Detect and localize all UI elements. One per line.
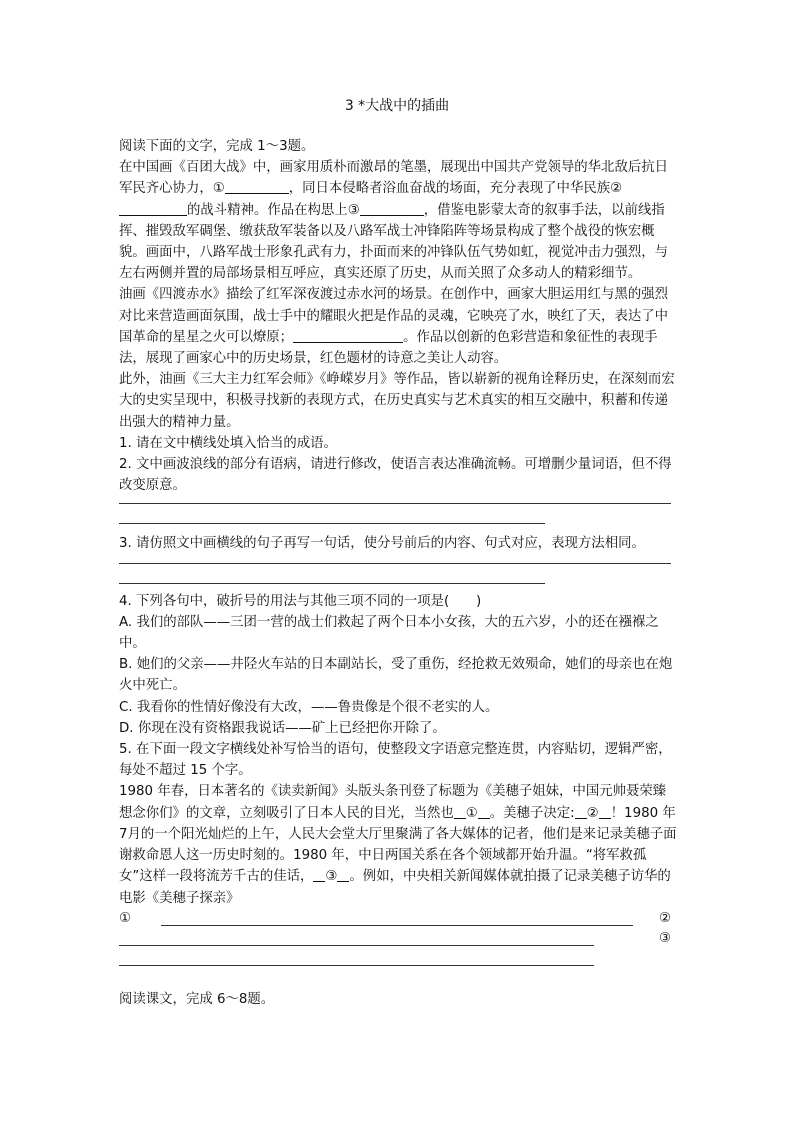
- answer-line-1[interactable]: [161, 925, 633, 926]
- passage-text: 在中国画《百团大战》中，画家用质朴而激昂的笔墨，展现出中国共产党领导的华北敌后抗日军民齐心协力，: [119, 160, 669, 197]
- question-5: 5. 在下面一段文字横线处补写恰当的语句，使整段文字语意完整连贯，内容贴切，逻辑严密，每处不超过 15 个字。: [119, 742, 672, 779]
- answer-mark-3: ③: [659, 931, 672, 946]
- passage-paragraph-1: [119, 157, 679, 284]
- option-b[interactable]: B. 她们的父亲——井陉火车站的日本副站长，受了重伤，经抢救无效殒命，她们的母亲也在炮火中死亡。: [119, 657, 673, 694]
- blank-marker-q5-3: ③: [325, 869, 338, 885]
- passage-text: 。美穗子决定:: [489, 805, 575, 821]
- question-3: 3. 请仿照文中画横线的句子再写一句话，使分号前后的内容、句式对应，表现方法相同。: [119, 536, 645, 552]
- answer-line-2[interactable]: [119, 945, 594, 946]
- fill-blank-q5-1[interactable]: [478, 804, 490, 819]
- fill-blank-q5-3[interactable]: [337, 867, 349, 882]
- option-d[interactable]: D. 你现在没有资格跟我说话——矿上已经把你开除了。: [119, 720, 446, 736]
- blank-marker-3: ③: [347, 202, 360, 218]
- passage-text: 1980 年春，日本著名的《读卖新闻》头版头条刊登了标题为《美穗子姐妹，中国元帅聂荣臻想念你们》的文章，立刻吸引了日本人民的目光，当然也: [119, 784, 667, 821]
- passage-text: ，借鉴电影蒙太奇的叙事手法，以前线指挥、摧毁敌军碉堡、缴获敌军装备以及八路军战士冲锋陷阵等场景构成了整个战役的恢宏概貌。画面中，八路军战士形象孔武有力，扑面而来的冲锋队伍气势如虹，视觉冲击力强烈，与左右两侧并置的局部场景相互呼应，真实还原了历史，从而关照了众多动人的精彩细节。: [119, 202, 669, 282]
- question-1: 1. 请在文中横线处填入恰当的成语。: [119, 435, 337, 451]
- fill-blank-3[interactable]: [360, 201, 424, 216]
- answer-mark-1: ①: [119, 911, 132, 926]
- fill-blank-q5-pre1[interactable]: [454, 804, 466, 819]
- document-body: [119, 136, 679, 909]
- passage-text: ！1980 年 7月的一个阳光灿烂的上午，人民大会堂大厅里聚满了各大媒体的记者，他们是来记录美穗子面谢救命恩人这一历史时刻的。1980 年，中日两国关系在各个领域都开始升温。“将军救孤女”这样一段将流芳千古的佳话，: [119, 805, 677, 885]
- blank-marker-q5-2: ②: [586, 805, 599, 821]
- fill-blank-q5-pre2[interactable]: [575, 804, 587, 819]
- blank-marker-2: ②: [610, 181, 623, 197]
- q5-passage: [119, 781, 679, 908]
- passage-text: 的战斗精神。作品在构思上: [187, 202, 348, 218]
- passage-text: 。作品以创新的色彩营造和象征性的表现手法，展现了画家心中的历史场景，红色题材的诗意之美让人动容。: [119, 329, 658, 367]
- fill-blank-2[interactable]: [119, 201, 187, 216]
- option-a[interactable]: A. 我们的部队——三团一营的战士们救起了两个日本小女孩，大的五六岁，小的还在襁褓之中。: [119, 614, 659, 652]
- answer-mark-2: ②: [659, 911, 672, 926]
- blank-marker-q5-1: ①: [465, 805, 478, 821]
- next-section-instruction: 阅读课文，完成 6～8题。: [119, 992, 275, 1007]
- blank-marker-1: ①: [212, 181, 225, 197]
- fill-blank-imitation[interactable]: [293, 328, 403, 343]
- page-title: 3 *大战中的插曲: [344, 98, 450, 114]
- question-4: 4. 下列各句中，破折号的用法与其他三项不同的一项是( ): [119, 593, 482, 609]
- passage-paragraph-2: [119, 284, 679, 369]
- reading-instruction: 阅读下面的文字，完成 1～3题。: [119, 139, 315, 154]
- passage-text: 油画《四渡赤水》描绘了红军深夜渡过赤水河的场景。在创作中，画家大胆运用红与黑的强烈对比来营造画面氛围，战士手中的耀眼火把是作品的灵魂，它映亮了水，映红了天，表达了中国革命的星星之火可以燎原；: [119, 287, 669, 345]
- fill-blank-q5-pre3[interactable]: [313, 867, 325, 882]
- passage-text: 。例如，中央相关新闻媒体就拍摄了记录美穗子访华的电影《美穗子探亲》: [119, 869, 671, 906]
- option-c[interactable]: C. 我看你的性情好像没有大改，——鲁贵像是个很不老实的人。: [119, 699, 499, 715]
- question-2: 2. 文中画波浪线的部分有语病，请进行修改，使语言表达准确流畅。可增删少量词语，但不得改变原意。: [119, 457, 672, 494]
- passage-text: ，同日本侵略者浴血奋战的场面，充分表现了中华民族: [288, 181, 611, 197]
- fill-blank-q5-2[interactable]: [599, 804, 611, 819]
- fill-blank-1[interactable]: [225, 179, 289, 194]
- passage-paragraph-3: 此外，油画《三大主力红军会师》《峥嵘岁月》等作品，皆以崭新的视角诠释历史，在深刻而宏大的史实呈现中，积极寻找新的表现方式，在历史真实与艺术真实的相互交融中，积蓄和传递出强大的精神力量。: [119, 372, 675, 430]
- answer-line-3[interactable]: [119, 965, 594, 966]
